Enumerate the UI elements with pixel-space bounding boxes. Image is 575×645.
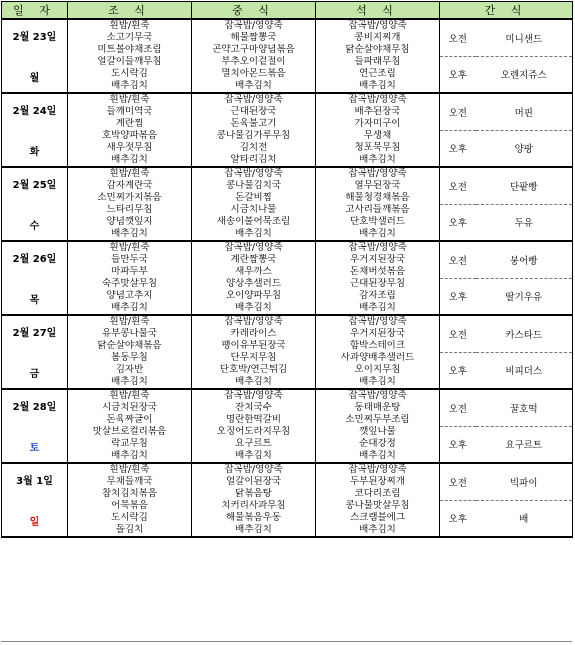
breakfast-item: 배추김치 <box>111 450 148 461</box>
breakfast-item: 봄동무침 <box>111 352 148 363</box>
breakfast-cell <box>68 93 192 167</box>
header-lunch: 중 식 <box>192 2 316 20</box>
dinner-item: 동태매운탕 <box>354 402 401 413</box>
lunch-item: 멸치아몬드볶음 <box>221 68 286 79</box>
dinner-item: 함박스테이크 <box>349 340 406 351</box>
lunch-item: 배추김치 <box>235 228 272 239</box>
breakfast-item: 숙주맛살무침 <box>101 278 158 289</box>
day-row <box>2 93 573 130</box>
header-dinner: 석 식 <box>316 2 440 20</box>
day-cell <box>2 19 68 93</box>
breakfast-item: 도시락김 <box>111 68 148 79</box>
snack-time: 오후 <box>440 426 476 463</box>
dinner-item: 해물청경채볶음 <box>345 192 410 203</box>
dinner-item: 배추김치 <box>359 376 396 387</box>
dinner-item: 잡곡밥/영양죽 <box>348 94 407 105</box>
dinner-item: 잡곡밥/영양죽 <box>348 390 407 401</box>
lunch-item: 콩나물김치국 <box>225 180 282 191</box>
lunch-item: 배추김치 <box>235 376 272 387</box>
breakfast-item: 양념깻잎지 <box>106 216 153 227</box>
breakfast-item: 마파두부 <box>111 266 148 277</box>
lunch-item: 배추김치 <box>235 302 272 313</box>
dinner-item: 배추김치 <box>359 450 396 461</box>
snack-item: 두유 <box>476 204 573 241</box>
dinner-item: 돈채버섯볶음 <box>349 266 406 277</box>
dinner-item: 닭순살야채무침 <box>345 44 410 55</box>
breakfast-cell <box>68 19 192 93</box>
dinner-item: 잡곡밥/영양죽 <box>348 242 407 253</box>
breakfast-item: 도시락김 <box>111 512 148 523</box>
lunch-item: 오징어도라지무침 <box>216 426 291 437</box>
breakfast-item: 시금치된장국 <box>101 402 158 413</box>
lunch-item: 곤약고구마양념볶음 <box>212 44 295 55</box>
lunch-item: 시금치나물 <box>230 204 277 215</box>
day-row <box>2 241 573 278</box>
breakfast-item: 들깨미역국 <box>106 106 153 117</box>
breakfast-item: 호박양파볶음 <box>101 130 158 141</box>
header-row <box>2 2 573 20</box>
breakfast-item: 무채들깨국 <box>106 476 153 487</box>
lunch-cell <box>192 93 316 167</box>
day-date: 2월 25일 <box>12 180 57 191</box>
breakfast-item: 흰밥/흰죽 <box>109 168 150 179</box>
dinner-item: 청포묵무침 <box>354 142 401 153</box>
day-weekday: 토 <box>29 443 40 454</box>
breakfast-cell <box>68 167 192 241</box>
breakfast-item: 흰밥/흰죽 <box>109 20 150 31</box>
lunch-item: 배추김치 <box>235 80 272 91</box>
dinner-item: 깻잎나물 <box>359 426 396 437</box>
snack-item: 카스타드 <box>476 315 573 352</box>
day-cell <box>2 463 68 537</box>
dinner-item: 우거지된장국 <box>349 254 406 265</box>
snack-time: 오전 <box>440 19 476 56</box>
lunch-item: 해물볶음우동 <box>225 512 282 523</box>
breakfast-item: 배추김치 <box>111 376 148 387</box>
breakfast-item: 느타리무침 <box>106 204 153 215</box>
dinner-item: 스크램블에그 <box>349 512 406 523</box>
dinner-cell <box>316 241 440 315</box>
lunch-item: 카레라이스 <box>230 328 277 339</box>
day-date: 3월 1일 <box>16 476 53 487</box>
snack-item: 꿀호떡 <box>476 389 573 426</box>
day-weekday: 목 <box>29 295 40 306</box>
snack-time: 오후 <box>440 278 476 315</box>
breakfast-item: 흰밥/흰죽 <box>109 464 150 475</box>
dinner-cell <box>316 389 440 463</box>
lunch-item: 치커리사과무침 <box>221 500 286 511</box>
breakfast-cell <box>68 463 192 537</box>
dinner-item: 배추된장국 <box>354 106 401 117</box>
day-row <box>2 389 573 426</box>
dinner-item: 잡곡밥/영양죽 <box>348 20 407 31</box>
dinner-item: 사과양배추샐러드 <box>340 352 415 363</box>
lunch-item: 배추김치 <box>235 524 272 535</box>
snack-time: 오후 <box>440 500 476 537</box>
lunch-item: 잡곡밥/영양죽 <box>224 242 283 253</box>
header-breakfast: 조 식 <box>68 2 192 20</box>
snack-item: 빅파이 <box>476 463 573 500</box>
lunch-item: 얼갈이된장국 <box>225 476 282 487</box>
lunch-item: 돈갈비찜 <box>235 192 272 203</box>
snack-time: 오전 <box>440 167 476 204</box>
snack-item: 미니샌드 <box>476 19 573 56</box>
dinner-item: 우거지된장국 <box>349 328 406 339</box>
lunch-item: 잡곡밥/영양죽 <box>224 390 283 401</box>
lunch-item: 잡곡밥/영양죽 <box>224 94 283 105</box>
dinner-item: 배추김치 <box>359 80 396 91</box>
breakfast-cell <box>68 389 192 463</box>
breakfast-cell <box>68 241 192 315</box>
dinner-cell <box>316 167 440 241</box>
header-date: 일 자 <box>2 2 68 20</box>
day-row <box>2 463 573 500</box>
header-snack: 간 식 <box>440 2 573 20</box>
breakfast-item: 계란찜 <box>115 118 144 129</box>
lunch-item: 명란한떡갈비 <box>225 414 282 425</box>
breakfast-item: 들만두국 <box>111 254 148 265</box>
snack-time: 오전 <box>440 315 476 352</box>
day-row <box>2 315 573 352</box>
day-cell <box>2 389 68 463</box>
breakfast-item: 양념고추지 <box>106 290 153 301</box>
dinner-item: 잡곡밥/영양죽 <box>348 168 407 179</box>
snack-item: 비피더스 <box>476 352 573 389</box>
breakfast-item: 돈육짜글이 <box>106 414 153 425</box>
day-weekday: 수 <box>29 221 40 232</box>
lunch-item: 콩나물김가루무침 <box>216 130 291 141</box>
snack-time: 오후 <box>440 56 476 93</box>
menu-body <box>2 19 573 537</box>
day-cell <box>2 241 68 315</box>
lunch-item: 알타리김치 <box>230 154 277 165</box>
lunch-item: 팽이유부된장국 <box>221 340 286 351</box>
breakfast-item: 락교무침 <box>111 438 148 449</box>
lunch-item: 잡곡밥/영양죽 <box>224 168 283 179</box>
breakfast-item: 배추김치 <box>111 80 148 91</box>
dinner-item: 열무된장국 <box>354 180 401 191</box>
day-weekday: 금 <box>29 369 40 380</box>
day-weekday: 화 <box>29 147 40 158</box>
breakfast-item: 흰밥/흰죽 <box>109 390 150 401</box>
dinner-item: 배추김치 <box>359 302 396 313</box>
breakfast-item: 김자반 <box>115 364 144 375</box>
dinner-cell <box>316 93 440 167</box>
breakfast-item: 참치김치볶음 <box>101 488 158 499</box>
breakfast-item: 흰밥/흰죽 <box>109 94 150 105</box>
lunch-item: 돈육불고기 <box>230 118 277 129</box>
snack-item: 딸기우유 <box>476 278 573 315</box>
snack-time: 오전 <box>440 463 476 500</box>
lunch-item: 계란짬뽕국 <box>230 254 277 265</box>
lunch-item: 잡곡밥/영양죽 <box>224 464 283 475</box>
breakfast-item: 어묵볶음 <box>111 500 148 511</box>
lunch-item: 새송이불어묵조림 <box>216 216 291 227</box>
breakfast-item: 배추김치 <box>111 302 148 313</box>
dinner-item: 배추김치 <box>359 228 396 239</box>
dinner-item: 콩나물맛살무침 <box>345 500 410 511</box>
breakfast-item: 돌김치 <box>115 524 144 535</box>
dinner-item: 가자미구이 <box>354 118 401 129</box>
day-row <box>2 167 573 204</box>
day-cell <box>2 167 68 241</box>
lunch-cell <box>192 315 316 389</box>
dinner-item: 잡곡밥/영양죽 <box>348 464 407 475</box>
dinner-cell <box>316 19 440 93</box>
lunch-item: 오이양파무침 <box>225 290 282 301</box>
lunch-item: 근대된장국 <box>230 106 277 117</box>
snack-time: 오전 <box>440 93 476 130</box>
breakfast-item: 유부콩나물국 <box>101 328 158 339</box>
dinner-item: 연근조림 <box>359 68 396 79</box>
snack-time: 오전 <box>440 241 476 278</box>
dinner-item: 들파래무침 <box>354 56 401 67</box>
breakfast-item: 흰밥/흰죽 <box>109 316 150 327</box>
lunch-item: 요구르트 <box>235 438 272 449</box>
breakfast-item: 소민찌가지볶음 <box>97 192 162 203</box>
dinner-cell <box>316 315 440 389</box>
day-cell <box>2 315 68 389</box>
lunch-item: 김치전 <box>239 142 268 153</box>
snack-time: 오전 <box>440 389 476 426</box>
dinner-item: 콩비지찌개 <box>354 32 401 43</box>
dinner-item: 근대된장무침 <box>349 278 406 289</box>
breakfast-item: 흰밥/흰죽 <box>109 242 150 253</box>
breakfast-item: 맛살브로컬리볶음 <box>92 426 167 437</box>
lunch-item: 단무지무침 <box>230 352 277 363</box>
lunch-cell <box>192 389 316 463</box>
breakfast-item: 배추김치 <box>111 228 148 239</box>
day-cell <box>2 93 68 167</box>
day-date: 2월 28일 <box>12 402 57 413</box>
day-weekday: 일 <box>29 517 40 528</box>
breakfast-item: 배추김치 <box>111 154 148 165</box>
dinner-item: 두부된장찌개 <box>349 476 406 487</box>
lunch-item: 부추오이겉절이 <box>221 56 286 67</box>
dinner-item: 잡곡밥/영양죽 <box>348 316 407 327</box>
dinner-item: 배추김치 <box>359 524 396 535</box>
lunch-item: 잔치국수 <box>235 402 272 413</box>
dinner-item: 배추김치 <box>359 154 396 165</box>
day-date: 2월 24일 <box>12 106 57 117</box>
snack-item: 단팥빵 <box>476 167 573 204</box>
breakfast-cell <box>68 315 192 389</box>
breakfast-item: 새우젓무침 <box>106 142 153 153</box>
snack-item: 오렌지쥬스 <box>476 56 573 93</box>
lunch-item: 해물짬뽕국 <box>230 32 277 43</box>
dinner-cell <box>316 463 440 537</box>
lunch-item: 새우까스 <box>235 266 272 277</box>
lunch-item: 잡곡밥/영양죽 <box>224 20 283 31</box>
breakfast-item: 얼갈이들깨무침 <box>97 56 162 67</box>
snack-time: 오후 <box>440 204 476 241</box>
dinner-item: 감자조림 <box>359 290 396 301</box>
lunch-item: 잡곡밥/영양죽 <box>224 316 283 327</box>
snack-item: 요구르트 <box>476 426 573 463</box>
lunch-cell <box>192 463 316 537</box>
lunch-cell <box>192 167 316 241</box>
day-date: 2월 26일 <box>12 254 57 265</box>
snack-item: 붕어빵 <box>476 241 573 278</box>
breakfast-item: 미트볼야채조림 <box>97 44 162 55</box>
day-date: 2월 27일 <box>12 328 57 339</box>
day-date: 2월 23일 <box>12 32 57 43</box>
weekly-meal-table <box>1 1 573 538</box>
day-row <box>2 19 573 56</box>
dinner-item: 오이지무침 <box>354 364 401 375</box>
snack-item: 양팡 <box>476 130 573 167</box>
day-weekday: 월 <box>29 73 40 84</box>
dinner-item: 단호박샐러드 <box>349 216 406 227</box>
lunch-item: 배추김치 <box>235 450 272 461</box>
footer-divider <box>1 641 572 642</box>
snack-time: 오후 <box>440 352 476 389</box>
dinner-item: 코다리조림 <box>354 488 401 499</box>
lunch-item: 단호박/연근튀김 <box>219 364 288 375</box>
snack-item: 머핀 <box>476 93 573 130</box>
dinner-item: 순대강정 <box>359 438 396 449</box>
dinner-item: 고사리들깨볶음 <box>345 204 410 215</box>
lunch-cell <box>192 241 316 315</box>
breakfast-item: 소고기무국 <box>106 32 153 43</box>
lunch-item: 양상추샐러드 <box>225 278 282 289</box>
dinner-item: 무생채 <box>363 130 392 141</box>
dinner-item: 소민찌두부조림 <box>345 414 410 425</box>
snack-time: 오후 <box>440 130 476 167</box>
breakfast-item: 닭순살야채볶음 <box>97 340 162 351</box>
snack-item: 배 <box>476 500 573 537</box>
breakfast-item: 감자계란국 <box>106 180 153 191</box>
lunch-item: 닭볶음탕 <box>235 488 272 499</box>
lunch-cell <box>192 19 316 93</box>
